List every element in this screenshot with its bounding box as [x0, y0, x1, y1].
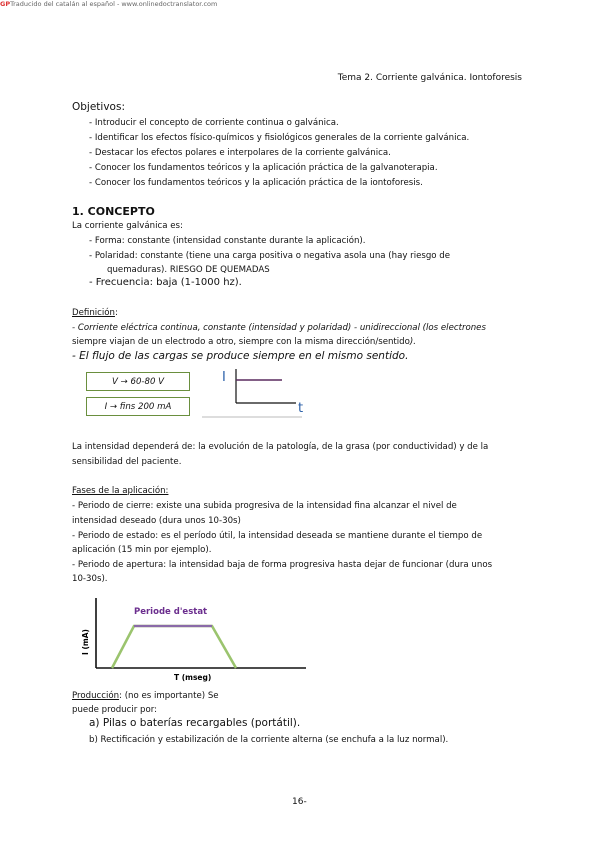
- definicion-line2-end: ).: [409, 337, 416, 347]
- phase-chart-x-label: T (mseg): [174, 673, 212, 682]
- objective-item: - Introducir el concepto de corriente continua o galvánica.: [89, 118, 339, 128]
- fases-line: - Periodo de apertura: la intensidad baja de forma progresiva hasta dejar de funcionar (dura unos: [72, 560, 493, 570]
- translator-banner-text: Traducido del catalán al español - www.onlinedoctranslator.com: [10, 0, 218, 8]
- definicion-line1: - Corriente eléctrica continua, constante (intensidad y polaridad) - unidireccional (los electrones: [72, 323, 486, 333]
- intensity-box: I → fins 200 mA: [86, 397, 190, 416]
- intensidad-line1: La intensidad dependerá de: la evolución de la patología, de la grasa (por conductividad) y de la: [72, 442, 489, 452]
- concepto-polaridad-line1: - Polaridad: constante (tiene una carga positiva o negativa asola una (hay riesgo de: [89, 251, 451, 261]
- concepto-forma: - Forma: constante (intensidad constante durante la aplicación).: [89, 236, 366, 246]
- definicion-line2: [72, 335, 416, 350]
- objective-item: - Destacar los efectos polares e interpolares de la corriente galvánica.: [89, 148, 391, 158]
- application-phases-chart: [76, 592, 316, 684]
- mini-chart-y-label: I: [222, 370, 226, 385]
- produccion-option-b: b) Rectificación y estabilización de la corriente alterna (se enchufa a la luz normal).: [89, 735, 449, 745]
- section-heading-concepto: 1. CONCEPTO: [72, 205, 155, 218]
- fases-line: - Periodo de estado: es el período útil, la intensidad deseada se mantiene durante el tiempo de: [72, 531, 483, 541]
- phase-chart-y-label: I (mA): [81, 629, 90, 655]
- objective-item: - Conocer los fundamentos teóricos y la aplicación práctica de la iontoforesis.: [89, 178, 423, 188]
- produccion-suffix: : (no es importante) Se: [119, 691, 219, 701]
- produccion-option-a: a) Pilas o baterías recargables (portátil).: [89, 717, 301, 729]
- produccion-label: Producción: [72, 691, 120, 701]
- concepto-polaridad-line2: quemaduras). RIESGO DE QUEMADAS: [107, 265, 270, 275]
- objective-item: - Conocer los fundamentos teóricos y la aplicación práctica de la galvanoterapia.: [89, 163, 438, 173]
- page-number: 16-: [292, 797, 307, 807]
- produccion-row: [72, 689, 219, 704]
- definicion-label-row: [72, 306, 118, 321]
- translator-logo: GP: [0, 0, 11, 8]
- translator-banner[interactable]: [0, 0, 217, 8]
- definicion-line2-text: siempre viajan de un electrodo a otro, siempre con la misma dirección/sentido: [72, 337, 410, 347]
- voltage-box: V → 60-80 V: [86, 372, 190, 391]
- phase-current-curve: [112, 626, 236, 668]
- fases-line: intensidad deseado (dura unos 10-30s): [72, 516, 241, 526]
- fases-line: - Periodo de cierre: existe una subida progresiva de la intensidad fina alcanzar el nivel de: [72, 501, 457, 511]
- phase-chart-title: Periode d'estat: [134, 607, 208, 617]
- definicion-label-suffix: :: [114, 308, 118, 318]
- objectives-title: Objetivos:: [72, 101, 125, 113]
- fases-label: Fases de la aplicación:: [72, 486, 169, 496]
- objective-item: - Identificar los efectos físico-químicos y fisiológicos generales de la corriente galvánica.: [89, 133, 470, 143]
- objectives-list: [89, 116, 469, 191]
- page-header: Tema 2. Corriente galvánica. Iontoforesis: [337, 73, 522, 83]
- intensidad-line2: sensibilidad del paciente.: [72, 457, 182, 467]
- concepto-frecuencia: - Frecuencia: baja (1-1000 hz).: [89, 277, 242, 288]
- definicion-label: Definición: [72, 308, 115, 318]
- produccion-line2: puede producir por:: [72, 705, 157, 715]
- definicion-line3: - El flujo de las cargas se produce siempre en el mismo sentido.: [72, 350, 409, 362]
- fases-line: aplicación (15 min por ejemplo).: [72, 545, 212, 555]
- concepto-intro: La corriente galvánica es:: [72, 221, 183, 231]
- constant-current-chart: [200, 365, 310, 425]
- mini-chart-x-label: t: [298, 401, 304, 416]
- fases-line: 10-30s).: [72, 574, 108, 584]
